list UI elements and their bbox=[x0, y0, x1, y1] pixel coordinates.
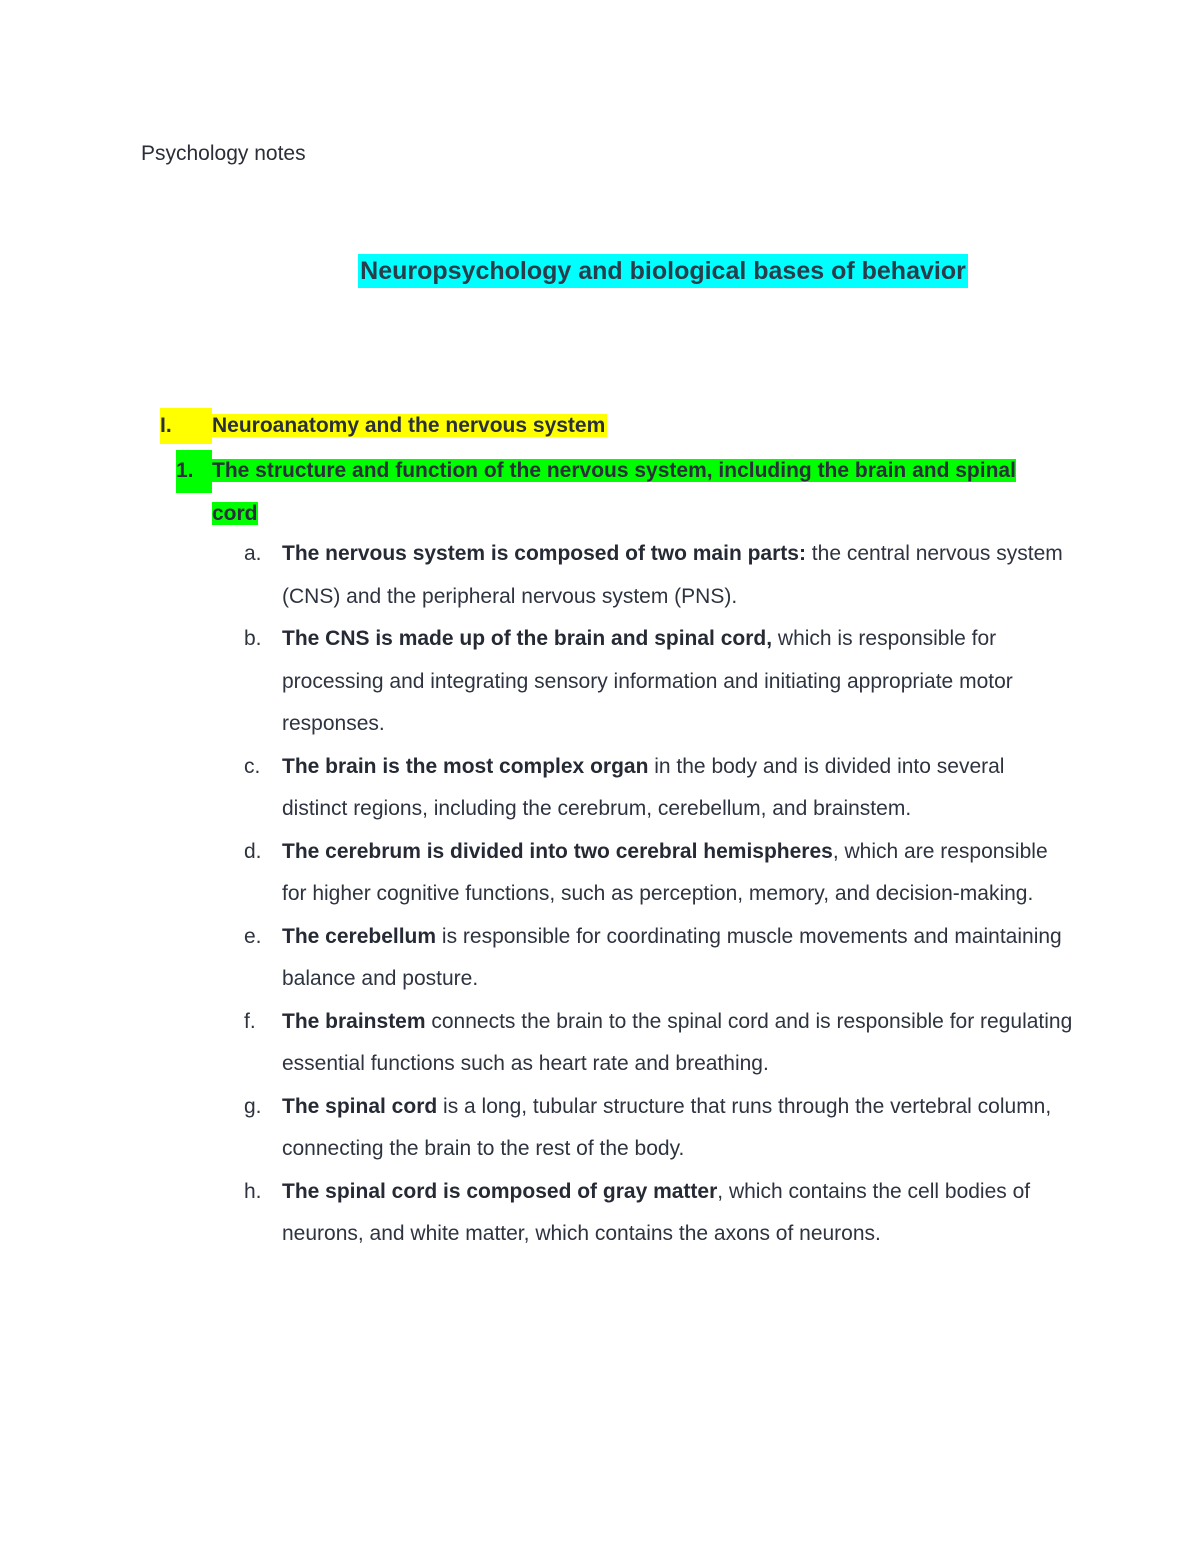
item-text: , which are responsible for higher cognitive functions, such as perception, memory, and decision-making. bbox=[282, 839, 1048, 905]
document-title: Neuropsychology and biological bases of behavior bbox=[358, 254, 968, 288]
item-letter: f. bbox=[244, 1009, 256, 1033]
section-label: Neuroanatomy and the nervous system bbox=[212, 414, 606, 437]
subsection-label: The structure and function of the nervous system, including the brain and spinal cord bbox=[212, 459, 1016, 525]
item-bold-text: The nervous system is composed of two main parts: bbox=[282, 542, 806, 565]
item-text: in the body and is divided into several distinct regions, including the cerebrum, cerebellum, and brainstem. bbox=[282, 754, 1005, 820]
item-text: , which contains the cell bodies of neurons, and white matter, which contains the axons of neurons. bbox=[282, 1179, 1031, 1245]
section-heading bbox=[160, 408, 607, 444]
item-bold-text: The brainstem bbox=[282, 1009, 426, 1033]
list-item bbox=[244, 533, 1074, 618]
item-text: which is responsible for processing and integrating sensory information and initiating appropriate motor responses. bbox=[282, 627, 1013, 735]
list-item bbox=[244, 1086, 1074, 1171]
list-item bbox=[244, 746, 1074, 831]
item-bold-text: The cerebellum bbox=[282, 924, 437, 948]
item-letter: d. bbox=[244, 839, 262, 863]
item-letter: c. bbox=[244, 754, 261, 778]
subsection-heading bbox=[176, 450, 1066, 535]
item-text: the central nervous system (CNS) and the peripheral nervous system (PNS). bbox=[282, 542, 1063, 608]
item-text: is responsible for coordinating muscle movements and maintaining balance and posture. bbox=[282, 924, 1062, 990]
title-container bbox=[0, 254, 1200, 288]
item-letter: h. bbox=[244, 1179, 262, 1203]
item-letter: e. bbox=[244, 924, 262, 948]
list-item bbox=[244, 1001, 1074, 1086]
item-bold-text: The brain is the most complex organ bbox=[282, 754, 649, 778]
item-text: connects the brain to the spinal cord and is responsible for regulating essential functions such as heart rate and breathing. bbox=[282, 1009, 1073, 1075]
item-text: is a long, tubular structure that runs through the vertebral column, connecting the brain to the rest of the body. bbox=[282, 1094, 1052, 1160]
header-note: Psychology notes bbox=[141, 142, 306, 165]
item-letter: g. bbox=[244, 1094, 262, 1118]
item-letter: a. bbox=[244, 542, 262, 565]
item-bold-text: The CNS is made up of the brain and spinal cord, bbox=[282, 627, 773, 650]
item-list bbox=[244, 533, 1074, 1256]
item-bold-text: The cerebrum is divided into two cerebral hemispheres bbox=[282, 839, 833, 863]
list-item bbox=[244, 916, 1074, 1001]
list-item bbox=[244, 618, 1074, 746]
item-bold-text: The spinal cord is composed of gray matter bbox=[282, 1179, 718, 1203]
subsection-number: 1. bbox=[176, 450, 212, 493]
list-item bbox=[244, 1171, 1074, 1256]
item-bold-text: The spinal cord bbox=[282, 1094, 438, 1118]
list-item bbox=[244, 831, 1074, 916]
item-letter: b. bbox=[244, 627, 262, 650]
section-numeral: I. bbox=[160, 408, 212, 444]
